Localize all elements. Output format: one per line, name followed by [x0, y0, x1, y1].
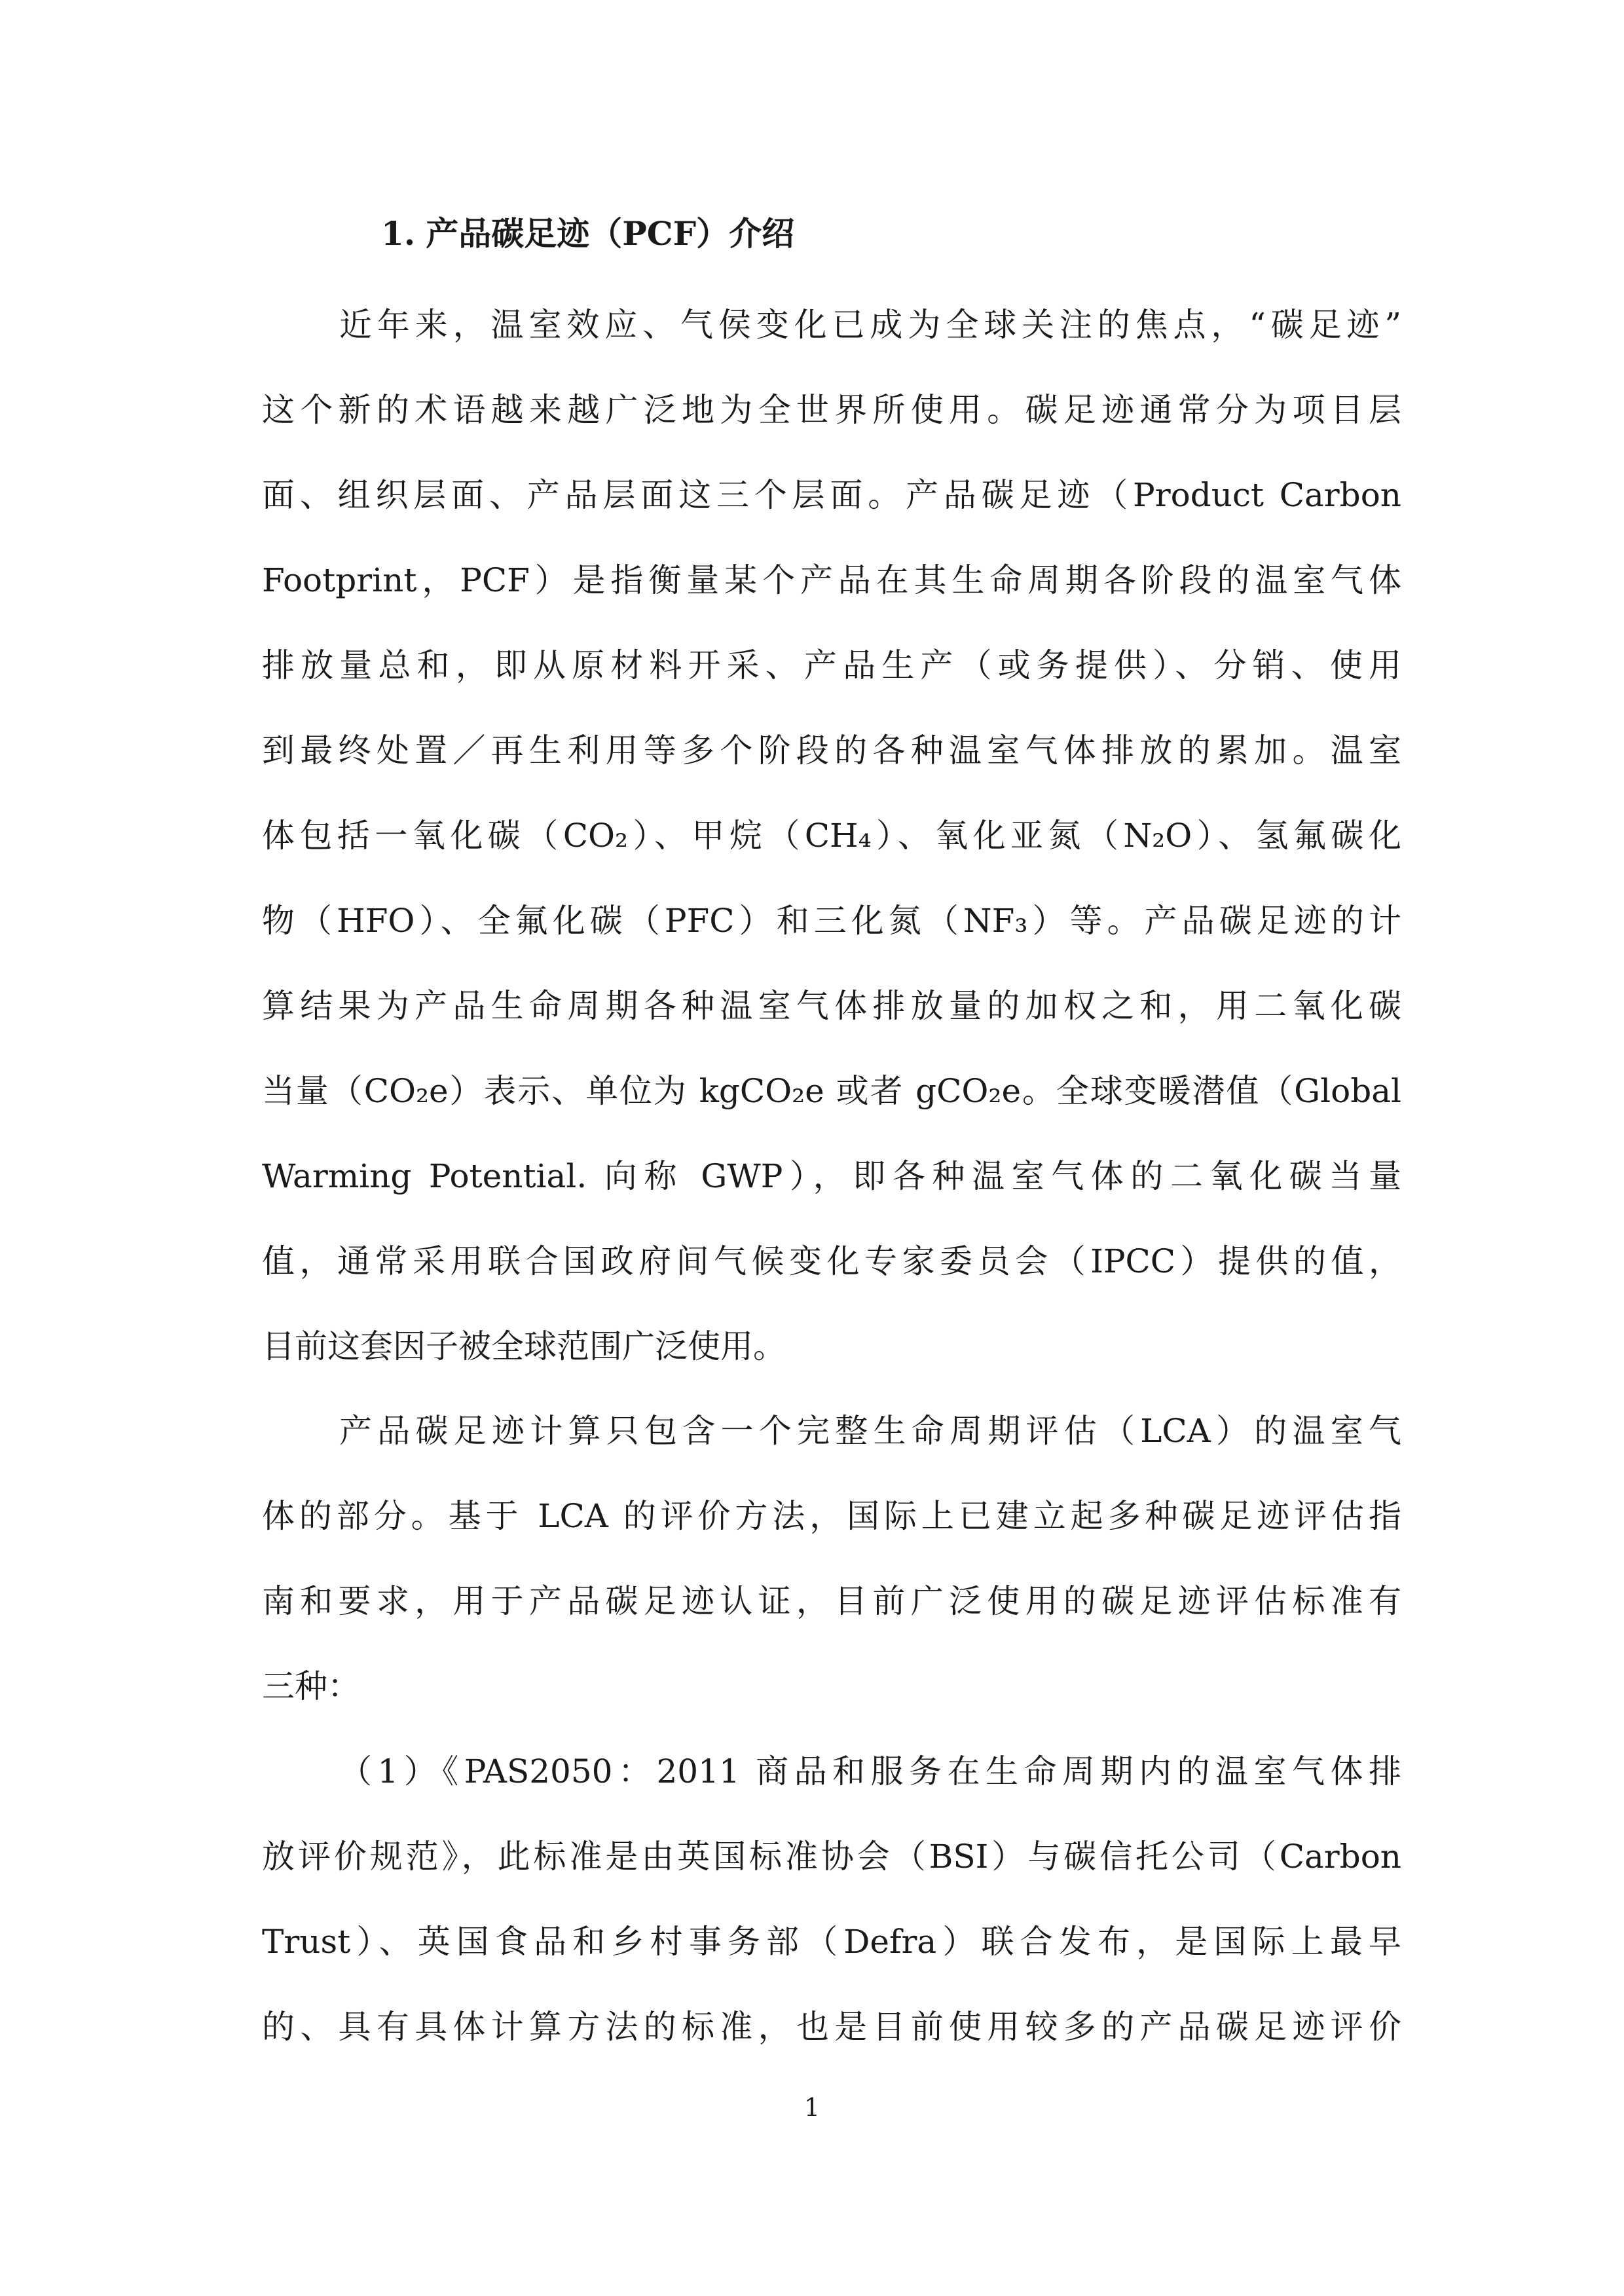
paragraph-line: 近年来，温室效应、气侯变化已成为全球关注的焦点，“碳足迹” — [339, 306, 1401, 344]
paragraph-line: 产品碳足迹计算只包含一个完整生命周期评估（LCA）的温室气 — [339, 1412, 1401, 1450]
paragraph-line: 算结果为产品生命周期各种温室气体排放量的加权之和，用二氧化碳 — [262, 987, 1401, 1025]
paragraph-line: 三种： — [262, 1667, 360, 1705]
paragraph-line: Footprint，PCF）是指衡量某个产品在其生命周期各阶段的温室气体 — [262, 561, 1401, 599]
paragraph-line: 体的部分。基于 LCA 的评价方法，国际上已建立起多种碳足迹评估指 — [262, 1497, 1401, 1535]
paragraph-line: 放评价规范》，此标准是由英国标准协会（BSI）与碳信托公司（Carbon — [262, 1838, 1401, 1876]
paragraph-line: Trust）、英国食品和乡村事务部（Defra）联合发布，是国际上最早 — [262, 1923, 1401, 1961]
paragraph-line: 体包括一氧化碳（CO₂）、甲烷（CH₄）、氧化亚氮（N₂O）、氢氟碳化 — [262, 817, 1401, 855]
paragraph-line: 物（HFO）、全氟化碳（PFC）和三化氮（NF₃）等。产品碳足迹的计 — [262, 902, 1401, 940]
section-heading — [381, 211, 794, 257]
paragraph-line: 面、组织层面、产品层面这三个层面。产品碳足迹（Product Carbon — [262, 476, 1401, 514]
page-number: 1 — [803, 2093, 821, 2122]
paragraph-line: 到最终处置／再生利用等多个阶段的各种温室气体排放的累加。温室 — [262, 731, 1401, 769]
section-number: 1. — [381, 214, 416, 253]
paragraph-line: 这个新的术语越来越广泛地为全世界所使用。碳足迹通常分为项目层 — [262, 391, 1401, 429]
paragraph-line: 的、具有具体计算方法的标准，也是目前使用较多的产品碳足迹评价 — [262, 2008, 1401, 2046]
paragraph-line: 南和要求，用于产品碳足迹认证，目前广泛使用的碳足迹评估标准有 — [262, 1582, 1401, 1620]
paragraph-line: 排放量总和，即从原材料开采、产品生产（或务提供）、分销、使用 — [262, 646, 1401, 684]
paragraph-line: Warming Potential. 向称 GWP），即各种温室气体的二氧化碳当量 — [262, 1157, 1401, 1195]
section-title: 产品碳足迹（PCF）介绍 — [426, 214, 795, 253]
paragraph-line: 当量（CO₂e）表示、单位为 kgCO₂e 或者 gCO₂e。全球变暖潜值（Global — [262, 1072, 1401, 1110]
paragraph-line: 目前这套因子被全球范围广泛使用。 — [262, 1327, 786, 1365]
paragraph-line: 值，通常采用联合国政府间气候变化专家委员会（IPCC）提供的值， — [262, 1242, 1401, 1280]
paragraph-line: （1）《PAS2050：2011 商品和服务在生命周期内的温室气体排 — [339, 1752, 1401, 1790]
